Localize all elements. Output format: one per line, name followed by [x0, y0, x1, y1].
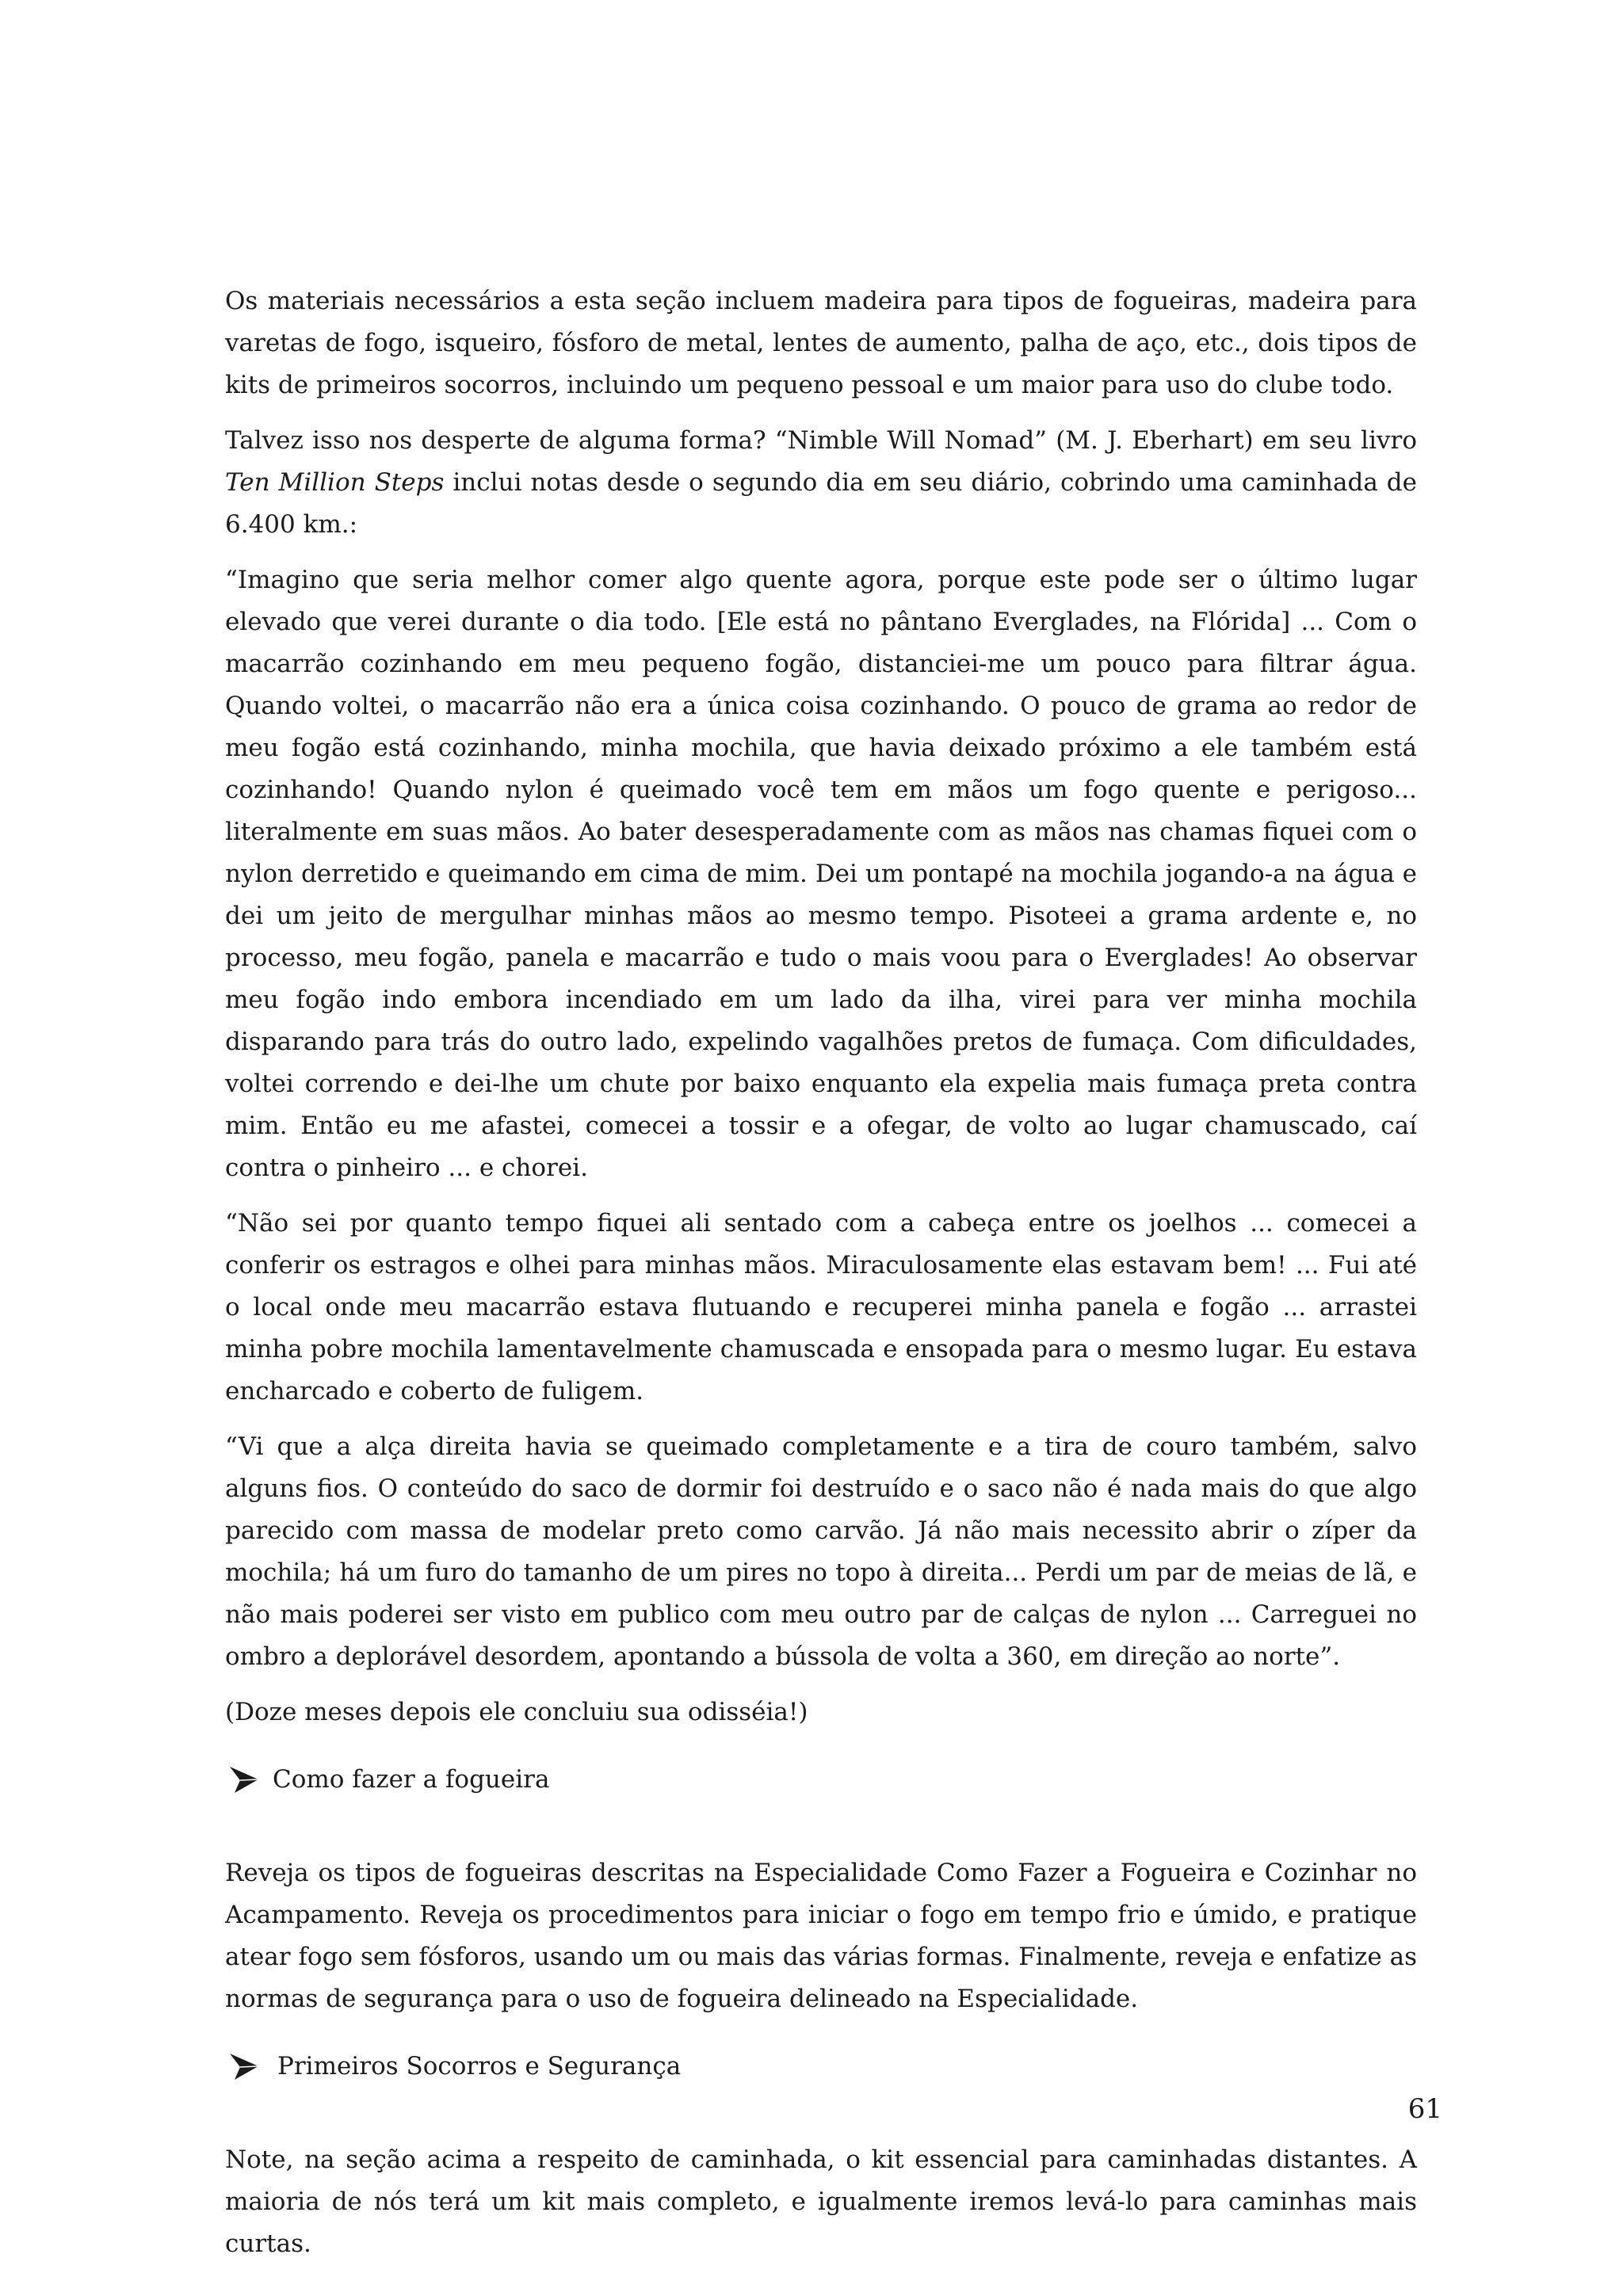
paragraph-epilogue: (Doze meses depois ele concluiu sua odisséia!)	[225, 1698, 808, 1726]
paragraph-fire-review: Reveja os tipos de fogueiras descritas na Especialidade Como Fazer a Fogueira e Cozinhar no Acampamento. Reveja os procedimentos para iniciar o fogo em tempo frio e úmido, e pratique atear fogo sem fósforos, usando um ou mais das várias formas. Finalmente, reveja e enfatize as normas de segurança para o uso de fogueira delineado na Especialidade.	[225, 1859, 1417, 2013]
book-intro-continued: inclui notas desde o segundo dia em seu diário, cobrindo uma caminhada de 6.400 km.:	[225, 468, 1417, 539]
book-title: Ten Million Steps	[225, 468, 445, 497]
arrow-bullet-icon	[228, 2050, 260, 2082]
page-content	[225, 280, 1417, 2279]
paragraph-book-intro	[225, 420, 1417, 546]
paragraph-first-aid-kit: Note, na seção acima a respeito de caminhada, o kit essencial para caminhadas distantes. A maioria de nós terá um kit mais completo, e igualmente iremos levá-lo para caminhas mais curtas.	[225, 2145, 1417, 2258]
paragraph-materials: Os materiais necessários a esta seção incluem madeira para tipos de fogueiras, madeira para varetas de fogo, isqueiro, fósforo de metal, lentes de aumento, palha de aço, etc., dois tipos de kits de primeiros socorros, incluindo um pequeno pessoal e um maior para uso do clube todo.	[225, 287, 1417, 399]
section-heading-fire	[228, 1756, 1417, 1803]
section-heading-fire-text: Como fazer a fogueira	[273, 1765, 550, 1794]
section-heading-first-aid	[228, 2042, 1417, 2090]
page-number: 61	[1407, 2093, 1442, 2125]
quote-paragraph-3: “Vi que a alça direita havia se queimado completamente e a tira de couro também, salvo alguns fios. O conteúdo do saco de dormir foi destruído e o saco não é nada mais do que algo parecido com massa de modelar preto como carvão. Já não mais necessito abrir o zíper da mochila; há um furo do tamanho de um pires no topo à direita... Perdi um par de meias de lã, e não mais poderei ser visto em publico com meu outro par de calças de nylon ... Carreguei no ombro a deplorável desordem, apontando a bússola de volta a 360, em direção ao norte”.	[225, 1432, 1417, 1671]
section-heading-first-aid-text: Primeiros Socorros e Segurança	[277, 2052, 682, 2081]
arrow-bullet-icon	[228, 1764, 260, 1795]
quote-paragraph-1: “Imagino que seria melhor comer algo quente agora, porque este pode ser o último lugar elevado que verei durante o dia todo. [Ele está no pântano Everglades, na Flórida] ... Com o macarrão cozinhando em meu pequeno fogão, distanciei-me um pouco para filtrar água. Quando voltei, o macarrão não era a única coisa cozinhando. O pouco de grama ao redor de meu fogão está cozinhando, minha mochila, que havia deixado próximo a ele também está cozinhando! Quando nylon é queimado você tem em mãos um fogo quente e perigoso... literalmente em suas mãos. Ao bater desesperadamente com as mãos nas chamas fiquei com o nylon derretido e queimando em cima de mim. Dei um pontapé na mochila jogando-a na água e dei um jeito de mergulhar minhas mãos ao mesmo tempo. Pisoteei a grama ardente e, no processo, meu fogão, panela e macarrão e tudo o mais voou para o Everglades! Ao observar meu fogão indo embora incendiado em um lado da ilha, virei para ver minha mochila disparando para trás do outro lado, expelindo vagalhões pretos de fumaça. Com dificuldades, voltei correndo e dei-lhe um chute por baixo enquanto ela expelia mais fumaça preta contra mim. Então eu me afastei, comecei a tossir e a ofegar, de volto ao lugar chamuscado, caí contra o pinheiro ... e chorei.	[225, 566, 1417, 1182]
quote-paragraph-2: “Não sei por quanto tempo fiquei ali sentado com a cabeça entre os joelhos ... comecei a conferir os estragos e olhei para minhas mãos. Miraculosamente elas estavam bem! ... Fui até o local onde meu macarrão estava flutuando e recuperei minha panela e fogão ... arrastei minha pobre mochila lamentavelmente chamuscada e ensopada para o mesmo lugar. Eu estava encharcado e coberto de fuligem.	[225, 1209, 1417, 1405]
book-intro-text: Talvez isso nos desperte de alguma forma? “Nimble Will Nomad” (M. J. Eberhart) em seu livro	[225, 426, 1417, 455]
